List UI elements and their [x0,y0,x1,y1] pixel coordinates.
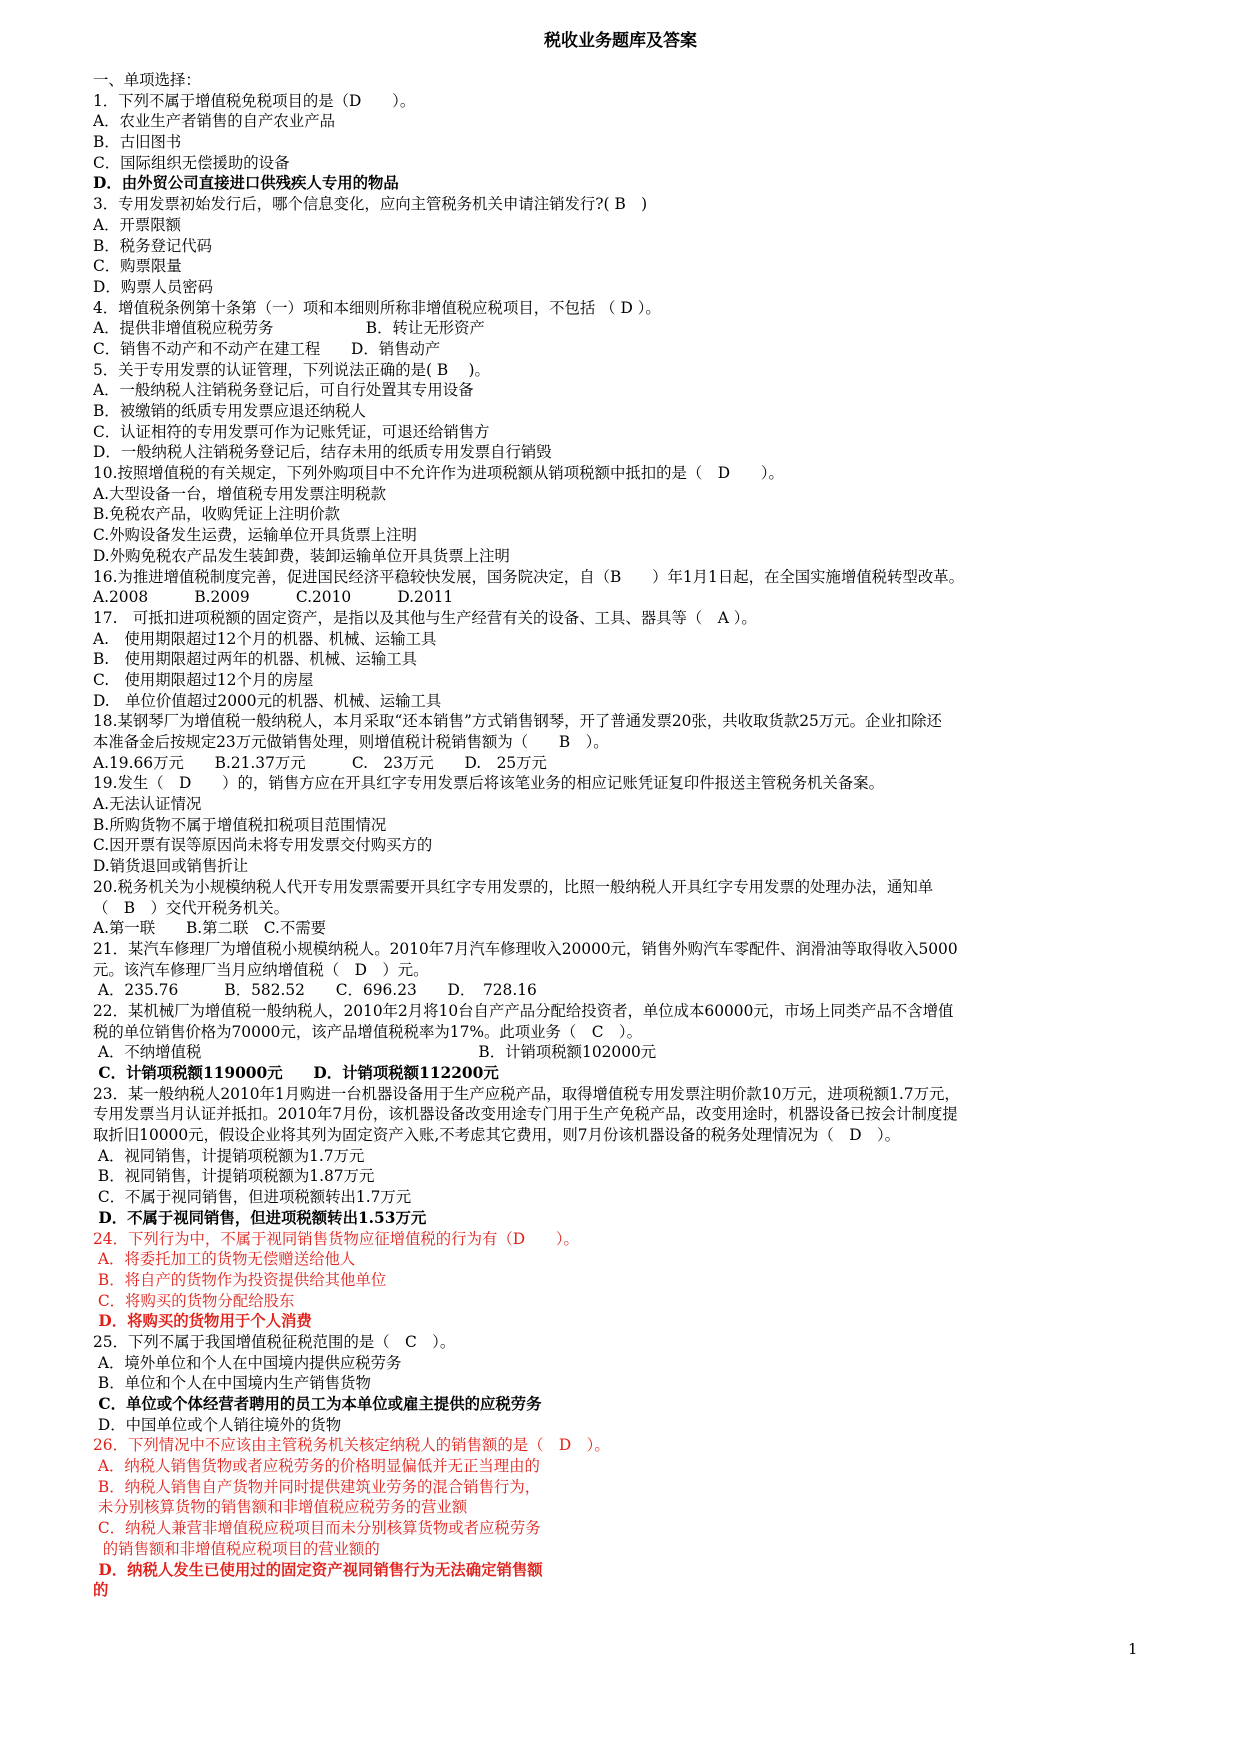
text-line: D. 单位价值超过2000元的机器、机械、运输工具 [93,691,442,710]
text-line: D．将购买的货物用于个人消费 [93,1312,312,1331]
text-line: A.第一联 B.第二联 C.不需要 [93,919,327,938]
text-line: 一、单项选择： [93,71,201,89]
text-line: 的销售额和非增值税应税项目的营业额的 [93,1539,380,1558]
text-line: 21．某汽车修理厂为增值税小规模纳税人。2010年7月汽车修理收入20000元，销售外购汽车零配件、润滑油等取得收入5000 [93,939,958,958]
text-line: A.19.66万元 B.21.37万元 C. 23万元 D. 25万元 [93,753,547,772]
text-line: D.销货退回或销售折让 [93,857,249,876]
text-line: B．税务登记代码 [93,236,213,255]
text-line: C．计销项税额119000元 D．计销项税额112200元 [93,1064,499,1082]
text-line: 10.按照增值税的有关规定，下列外购项目中不允许作为进项税额从销项税额中抵扣的是（ D ）。 [93,464,784,483]
text-line: B．单位和个人在中国境内生产销售货物 [93,1374,371,1393]
text-line: B.免税农产品，收购凭证上注明价款 [93,505,341,524]
text-line: A.2008 B.2009 C.2010 D.2011 [93,588,454,607]
text-line: 19.发生（ D ）的，销售方应在开具红字专用发票后将该笔业务的相应记账凭证复印件报送主管税务机关备案。 [93,774,884,793]
text-line: A.无法认证情况 [93,795,202,814]
text-line: A．视同销售，计提销项税额为1.7万元 [93,1146,365,1165]
text-line: 24．下列行为中，不属于视同销售货物应征增值税的行为有（D ）。 [93,1229,579,1248]
text-line: 23．某一般纳税人2010年1月购进一台机器设备用于生产应税产品，取得增值税专用发票注明价款10万元，进项税额1.7万元， [93,1084,960,1103]
text-line: 取折旧10000元，假设企业将其列为固定资产入账,不考虑其它费用，则7月份该机器设备的税务处理情况为（ D ）。 [93,1126,901,1145]
text-line: C. 使用期限超过12个月的房屋 [93,670,314,689]
text-line: （ B ）交代开税务机关。 [93,898,289,917]
text-line: 本准备金后按规定23万元做销售处理，则增值税计税销售额为（ B ）。 [93,733,609,751]
question-list [93,70,1173,1601]
document-title: 税收业务题库及答案 [544,31,697,51]
text-line: 的 [93,1581,109,1600]
text-line: B．纳税人销售自产货物并同时提供建筑业劳务的混合销售行为， [93,1477,541,1496]
text-line: A．一般纳税人注销税务登记后，可自行处置其专用设备 [93,381,474,400]
text-line: A.大型设备一台，增值税专用发票注明税款 [93,484,387,503]
text-line: C．认证相符的专用发票可作为记账凭证，可退还给销售方 [93,422,490,441]
text-line: C.外购设备发生运费，运输单位开具货票上注明 [93,526,417,545]
text-line: 25．下列不属于我国增值税征税范围的是（ C ）。 [93,1332,456,1351]
text-line: D．纳税人发生已使用过的固定资产视同销售行为无法确定销售额 [93,1560,543,1579]
text-line: B．被缴销的纸质专用发票应退还纳税人 [93,402,366,420]
text-line: 20.税务机关为小规模纳税人代开专用发票需要开具红字专用发票的，比照一般纳税人开具红字专用发票的处理办法，通知单 [93,877,934,896]
text-line: C．单位或个体经营者聘用的员工为本单位或雇主提供的应税劳务 [93,1395,542,1413]
text-line: 26．下列情况中不应该由主管税务机关核定纳税人的销售额的是（ D ）。 [93,1436,610,1455]
text-line: D．不属于视同销售，但进项税额转出1.53万元 [93,1208,427,1227]
text-line: 1．下列不属于增值税免税项目的是（D ）。 [93,91,416,110]
text-line: D．购票人员密码 [93,277,214,296]
text-line: 5．关于专用发票的认证管理，下列说法正确的是( B )。 [93,360,490,379]
text-line: 未分别核算货物的销售额和非增值税应税劳务的营业额 [93,1498,468,1517]
text-line: D．一般纳税人注销税务登记后，结存未用的纸质专用发票自行销毁 [93,443,552,462]
text-line: A．不纳增值税 B．计销项税额102000元 [93,1043,657,1062]
text-line: D．由外贸公司直接进口供残疾人专用的物品 [93,174,399,193]
page-number: 1 [1128,1640,1138,1658]
text-line: 22．某机械厂为增值税一般纳税人，2010年2月将10台自产产品分配给投资者，单位成本60000元，市场上同类产品不含增值 [93,1001,954,1020]
text-line: 16.为推进增值税制度完善，促进国民经济平稳较快发展，国务院决定，自（B ）年1月1日起，在全国实施增值税转型改革。 [93,567,965,586]
text-line: A．纳税人销售货物或者应税劳务的价格明显偏低并无正当理由的 [93,1457,540,1476]
text-line: C．购票限量 [93,257,182,276]
text-line: A．将委托加工的货物无偿赠送给他人 [93,1250,356,1269]
text-line: 4．增值税条例第十条第（一）项和本细则所称非增值税应税项目，不包括 （ D ）。 [93,298,661,317]
text-line: 3．专用发票初始发行后，哪个信息变化，应向主管税务机关申请注销发行?( B ) [93,195,648,214]
text-line: 17. 可抵扣进项税额的固定资产，是指以及其他与生产经营有关的设备、工具、器具等（ A ）。 [93,608,757,627]
text-line: A．开票限额 [93,215,182,234]
text-line: B. 使用期限超过两年的机器、机械、运输工具 [93,650,418,669]
text-line: A. 使用期限超过12个月的机器、机械、运输工具 [93,629,437,648]
text-line: A．提供非增值税应税劳务 B．转让无形资产 [93,319,485,338]
text-line: B.所购货物不属于增值税扣税项目范围情况 [93,815,387,834]
text-line: D.外购免税农产品发生装卸费，装卸运输单位开具货票上注明 [93,546,510,565]
text-line: 税的单位销售价格为70000元，该产品增值税税率为17%。此项业务（ C ）。 [93,1022,642,1041]
text-line: B．古旧图书 [93,133,182,152]
text-line: B．将自产的货物作为投资提供给其他单位 [93,1270,387,1289]
text-line: C.因开票有误等原因尚未将专用发票交付购买方的 [93,836,433,855]
text-line: A．235.76 B．582.52 C．696.23 D． 728.16 [93,981,537,1000]
text-line: 专用发票当月认证并抵扣。2010年7月份，该机器设备改变用途专门用于生产免税产品，改变用途时，机器设备已按会计制度提 [93,1105,958,1124]
text-line: C．不属于视同销售，但进项税额转出1.7万元 [93,1188,412,1207]
text-line: D．中国单位或个人销往境外的货物 [93,1415,342,1434]
text-line: C．销售不动产和不动产在建工程 D．销售动产 [93,339,441,358]
text-line: C．国际组织无偿援助的设备 [93,153,290,172]
text-line: A．境外单位和个人在中国境内提供应税劳务 [93,1353,402,1372]
text-line: B．视同销售，计提销项税额为1.87万元 [93,1167,375,1186]
text-line: 18.某钢琴厂为增值税一般纳税人，本月采取“还本销售”方式销售钢琴，开了普通发票20张，共收取货款25万元。企业扣除还 [93,712,942,731]
text-line: C．纳税人兼营非增值税应税项目而未分别核算货物或者应税劳务 [93,1519,541,1538]
text-line: C．将购买的货物分配给股东 [93,1291,295,1310]
text-line: 元。该汽车修理厂当月应纳增值税（ D ）元。 [93,960,429,979]
text-line: A．农业生产者销售的自产农业产品 [93,112,335,131]
